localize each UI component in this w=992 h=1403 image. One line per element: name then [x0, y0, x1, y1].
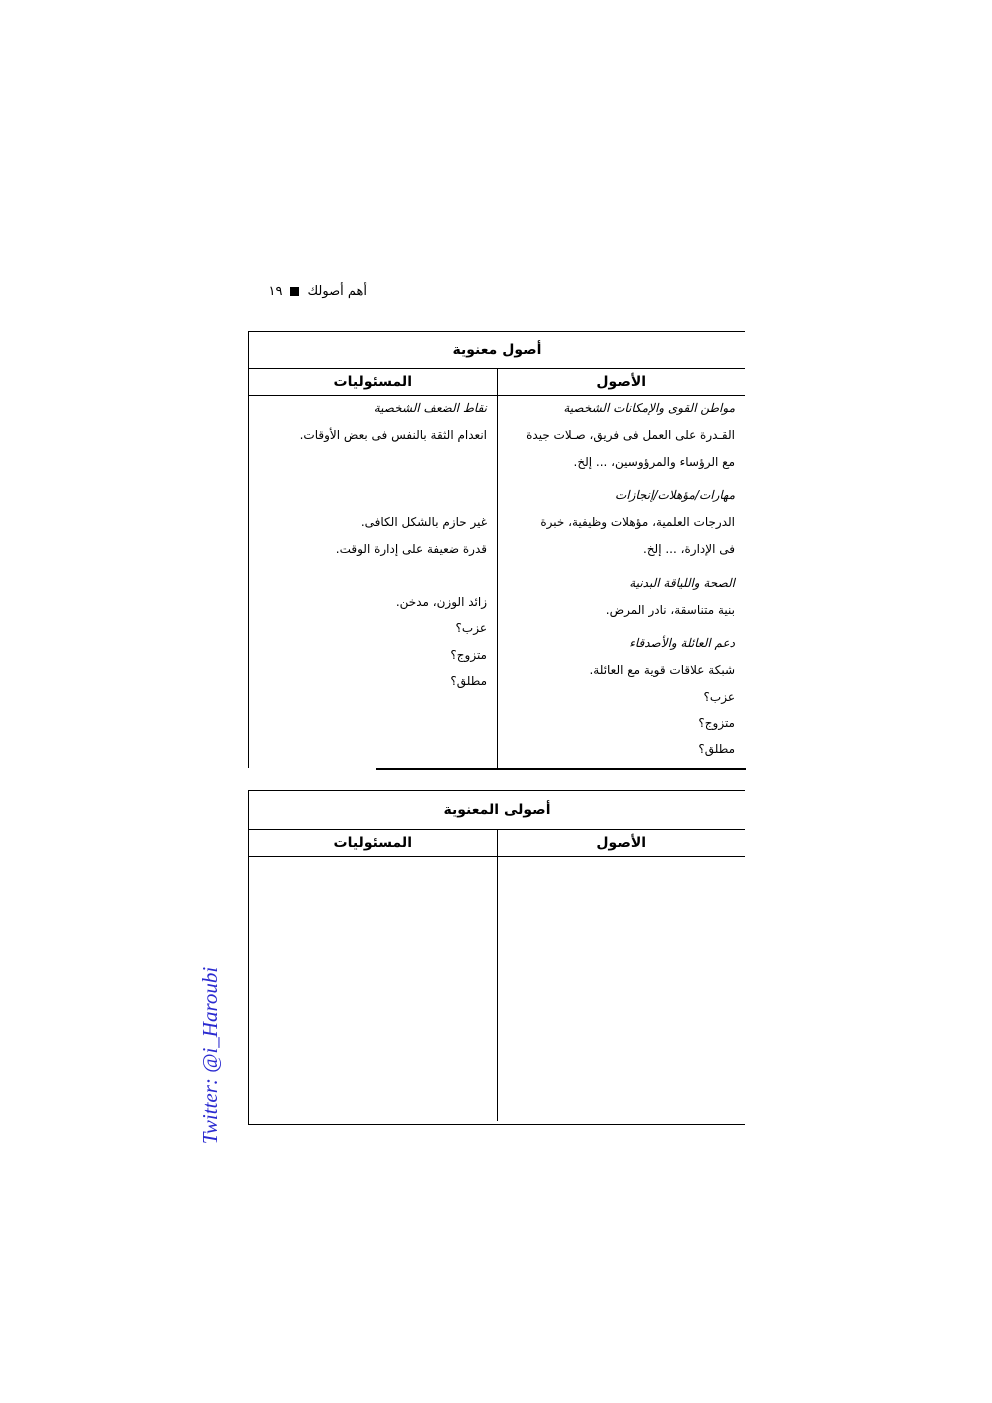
- twitter-watermark: [196, 958, 226, 1153]
- running-head-title: أهم أصولك: [307, 283, 367, 299]
- liabilities-line: متزوج؟: [450, 648, 487, 662]
- table-body: [249, 857, 745, 1121]
- page-number: ١٩: [268, 283, 283, 299]
- assets-heading-health: الصحة واللياقة البدنية: [629, 576, 735, 590]
- column-header-row: [249, 830, 745, 857]
- table1-bottom-rule: [376, 768, 746, 770]
- column-header-assets: الأصول: [497, 369, 746, 395]
- square-bullet-icon: [290, 287, 299, 296]
- table-title: أصول معنوية: [249, 332, 745, 369]
- liabilities-line: قدرة ضعيفة على إدارة الوقت.: [335, 542, 487, 556]
- column-header-liabilities: المسئوليات: [333, 374, 412, 390]
- table-body: [249, 396, 745, 768]
- assets-heading-skills: مهارات/مؤهلات/إنجازات: [614, 488, 735, 502]
- assets-heading-strengths: مواطن القوى والإمكانات الشخصية: [563, 401, 735, 415]
- table-title: أصولى المعنوية: [249, 791, 745, 830]
- column-header-liabilities: المسئوليات: [333, 835, 412, 851]
- liabilities-line: غير حازم بالشكل الكافى.: [360, 515, 487, 529]
- assets-line: الدرجات العلمية، مؤهلات وظيفية، خبرة: [540, 515, 735, 529]
- liabilities-column-empty: [249, 857, 497, 1121]
- assets-line: عزب؟: [703, 690, 735, 704]
- table-my-tangible-assets: [248, 790, 745, 1125]
- assets-heading-family: دعم العائلة والأصدقاء: [629, 636, 735, 650]
- assets-line: شبكة علاقات قوية مع العائلة.: [589, 663, 735, 677]
- assets-line: مع الرؤساء والمرؤوسين، ... إلخ.: [573, 455, 735, 469]
- column-header-assets: الأصول: [497, 830, 746, 856]
- liabilities-column: [249, 396, 497, 768]
- watermark-text: Twitter: @i_Haroubi: [198, 966, 223, 1145]
- assets-line: متزوج؟: [698, 716, 735, 730]
- assets-line: بنية متناسقة، نادر المرض.: [605, 603, 735, 617]
- liabilities-line: انعدام الثقة بالنفس فى بعض الأوقات.: [299, 428, 487, 442]
- liabilities-heading-weaknesses: نقاط الضعف الشخصية: [373, 401, 487, 415]
- assets-line: فى الإدارة، ... إلخ.: [643, 542, 735, 556]
- assets-line: مطلق؟: [698, 742, 735, 756]
- assets-column: [497, 396, 745, 768]
- liabilities-line: زائد الوزن، مدخن.: [395, 595, 487, 609]
- assets-line: القـدرة على العمل فى فريق، صـلات جيدة: [526, 428, 735, 442]
- liabilities-line: عزب؟: [455, 621, 487, 635]
- table-tangible-assets: [248, 331, 745, 768]
- column-header-row: [249, 369, 745, 396]
- running-head: [247, 281, 367, 301]
- liabilities-line: مطلق؟: [450, 674, 487, 688]
- assets-column-empty: [497, 857, 745, 1121]
